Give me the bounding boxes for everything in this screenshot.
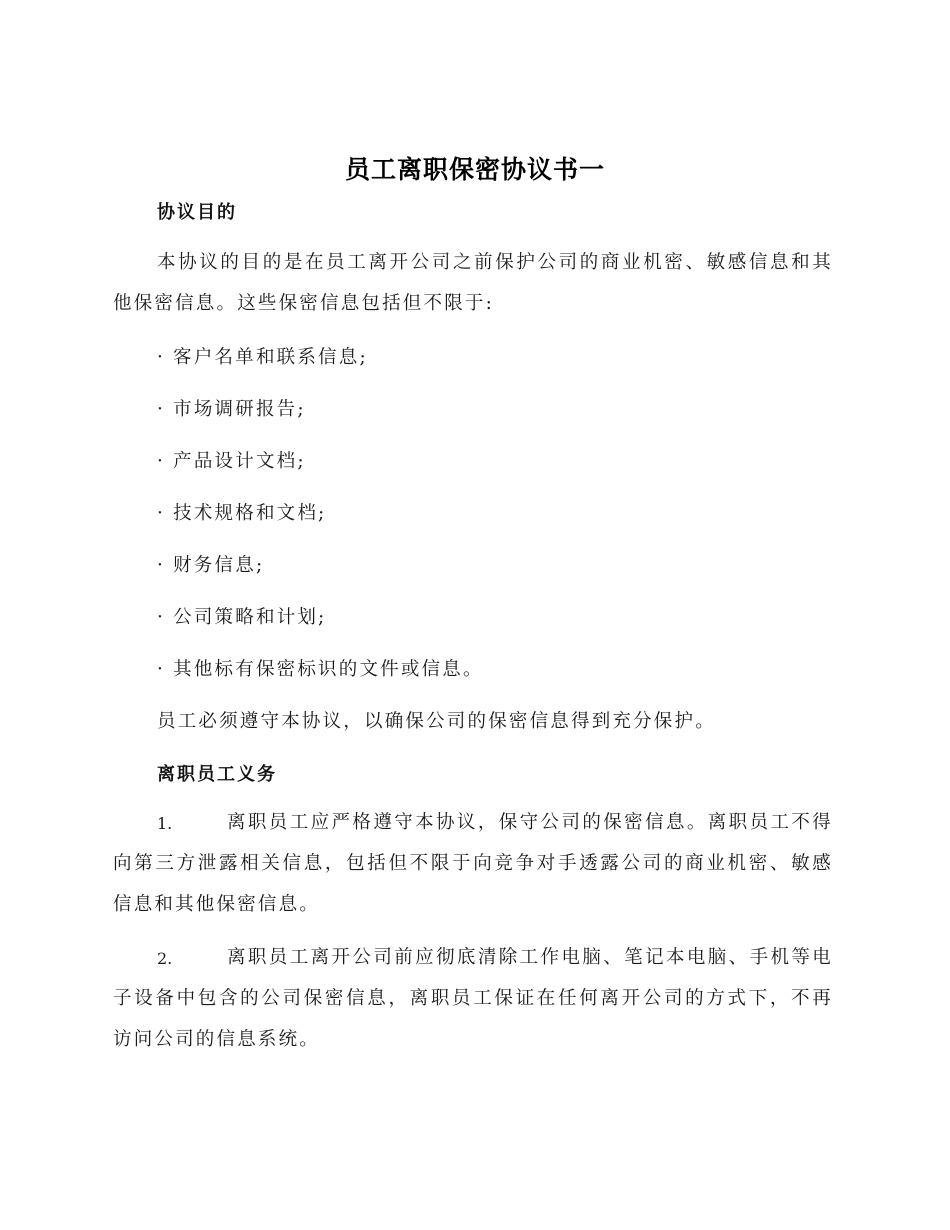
- purpose-closing-paragraph: 员工必须遵守本协议，以确保公司的保密信息得到充分保护。: [157, 711, 716, 732]
- bullet-item: · 产品设计文档;: [157, 451, 306, 472]
- list-item-number: 2.: [157, 949, 173, 968]
- obligation-item-text: 离职员工离开公司前应彻底清除工作电脑、笔记本电脑、手机等电子设备中包含的公司保密信息，离职员工保证在任何离开公司的方式下，不再访问公司的信息系统。: [113, 947, 833, 1050]
- purpose-intro-paragraph: 本协议的目的是在员工离开公司之前保护公司的商业机密、敏感信息和其他保密信息。这些保密信息包括但不限于:: [113, 252, 833, 314]
- obligation-item-text: 离职员工应严格遵守本协议，保守公司的保密信息。离职员工不得向第三方泄露相关信息，包括但不限于向竞争对手透露公司的商业机密、敏感信息和其他保密信息。: [113, 812, 833, 915]
- bullet-item: · 技术规格和文档;: [157, 503, 327, 524]
- bullet-item: · 其他标有保密标识的文件或信息。: [157, 659, 484, 680]
- bullet-item: · 财务信息;: [157, 555, 265, 576]
- section-heading-purpose: 协议目的: [157, 202, 237, 223]
- bullet-item: · 公司策略和计划;: [157, 607, 327, 628]
- bullet-item: · 市场调研报告;: [157, 399, 306, 420]
- bullet-item: · 客户名单和联系信息;: [157, 347, 368, 368]
- section-heading-obligations: 离职员工义务: [157, 764, 277, 785]
- list-item-number: 1.: [157, 814, 173, 833]
- document-title: 员工离职保密协议书一: [344, 155, 605, 184]
